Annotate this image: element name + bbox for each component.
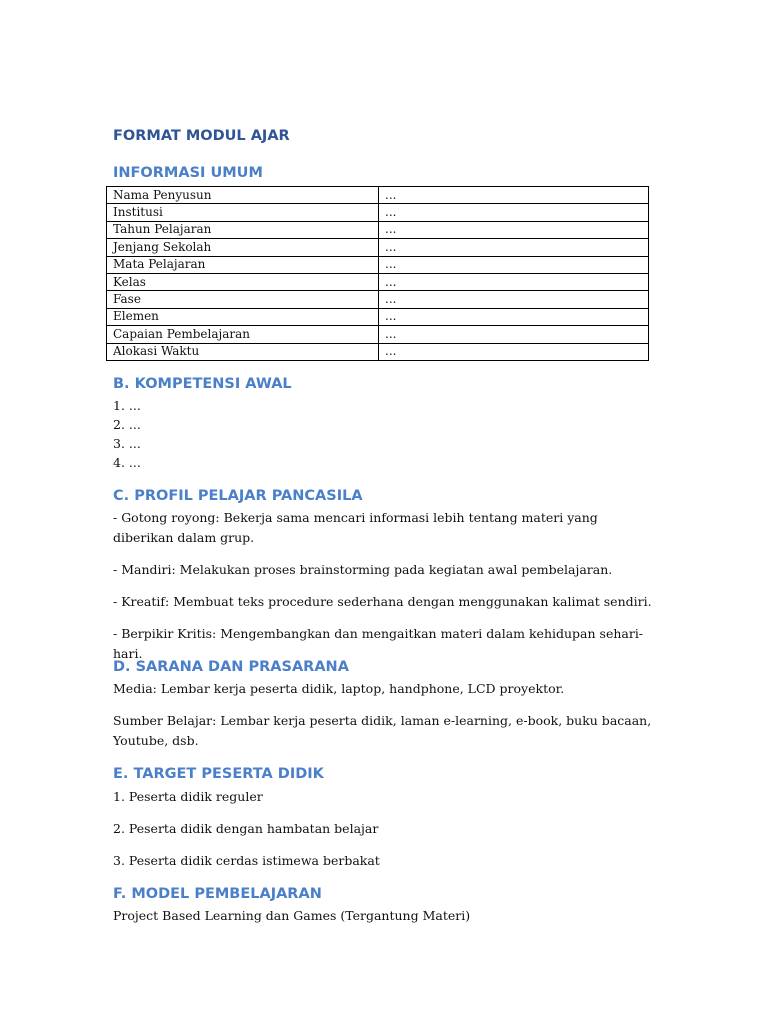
table-row (107, 256, 649, 273)
table-row (107, 221, 649, 238)
row-value: ... (379, 221, 649, 238)
section-heading-model: F. MODEL PEMBELAJARAN (113, 886, 322, 902)
row-value: ... (379, 204, 649, 221)
row-value: ... (379, 291, 649, 308)
list-item: 4. ... (113, 455, 141, 470)
table-row (107, 308, 649, 325)
row-label: Mata Pelajaran (107, 256, 379, 273)
section-heading-informasi-umum: INFORMASI UMUM (113, 165, 263, 181)
paragraph-mandiri: - Mandiri: Melakukan proses brainstorming pada kegiatan awal pembelajaran. (113, 562, 613, 577)
row-label: Tahun Pelajaran (107, 221, 379, 238)
row-value: ... (379, 239, 649, 256)
list-item: 2. Peserta didik dengan hambatan belajar (113, 821, 379, 836)
paragraph-kreatif: - Kreatif: Membuat teks procedure sederhana dengan menggunakan kalimat sendiri. (113, 594, 652, 609)
table-row (107, 204, 649, 221)
document-title: FORMAT MODUL AJAR (113, 128, 290, 144)
paragraph-berpikir-kritis: - Berpikir Kritis: Mengembangkan dan mengaitkan materi dalam kehidupan sehari-hari. (113, 626, 644, 661)
informasi-umum-table (106, 186, 649, 361)
table-row (107, 291, 649, 308)
row-label: Fase (107, 291, 379, 308)
row-value: ... (379, 326, 649, 343)
paragraph-model: Project Based Learning dan Games (Tergantung Materi) (113, 908, 471, 923)
list-item: 2. ... (113, 417, 141, 432)
list-item: 1. Peserta didik reguler (113, 789, 263, 804)
row-label: Nama Penyusun (107, 187, 379, 204)
row-value: ... (379, 308, 649, 325)
table-row (107, 187, 649, 204)
row-label: Jenjang Sekolah (107, 239, 379, 256)
list-item: 1. ... (113, 398, 141, 413)
row-label: Capaian Pembelajaran (107, 326, 379, 343)
table-row (107, 326, 649, 343)
row-value: ... (379, 256, 649, 273)
row-value: ... (379, 343, 649, 360)
table-row (107, 343, 649, 360)
list-item: 3. Peserta didik cerdas istimewa berbakat (113, 853, 380, 868)
section-heading-sarana: D. SARANA DAN PRASARANA (113, 659, 349, 675)
paragraph-gotong-royong: - Gotong royong: Bekerja sama mencari informasi lebih tentang materi yang diberikan dalam grup. (113, 510, 598, 545)
section-heading-profil-pelajar: C. PROFIL PELAJAR PANCASILA (113, 488, 363, 504)
row-value: ... (379, 273, 649, 290)
row-label: Kelas (107, 273, 379, 290)
row-label: Alokasi Waktu (107, 343, 379, 360)
row-label: Institusi (107, 204, 379, 221)
section-heading-target: E. TARGET PESERTA DIDIK (113, 766, 324, 782)
section-heading-kompetensi-awal: B. KOMPETENSI AWAL (113, 376, 292, 392)
row-label: Elemen (107, 308, 379, 325)
list-item: 3. ... (113, 436, 141, 451)
table-row (107, 239, 649, 256)
paragraph-media: Media: Lembar kerja peserta didik, laptop, handphone, LCD proyektor. (113, 681, 565, 696)
paragraph-sumber-belajar: Sumber Belajar: Lembar kerja peserta didik, laman e-learning, e-book, buku bacaan, Youtube, dsb. (113, 713, 652, 748)
table-row (107, 273, 649, 290)
row-value: ... (379, 187, 649, 204)
